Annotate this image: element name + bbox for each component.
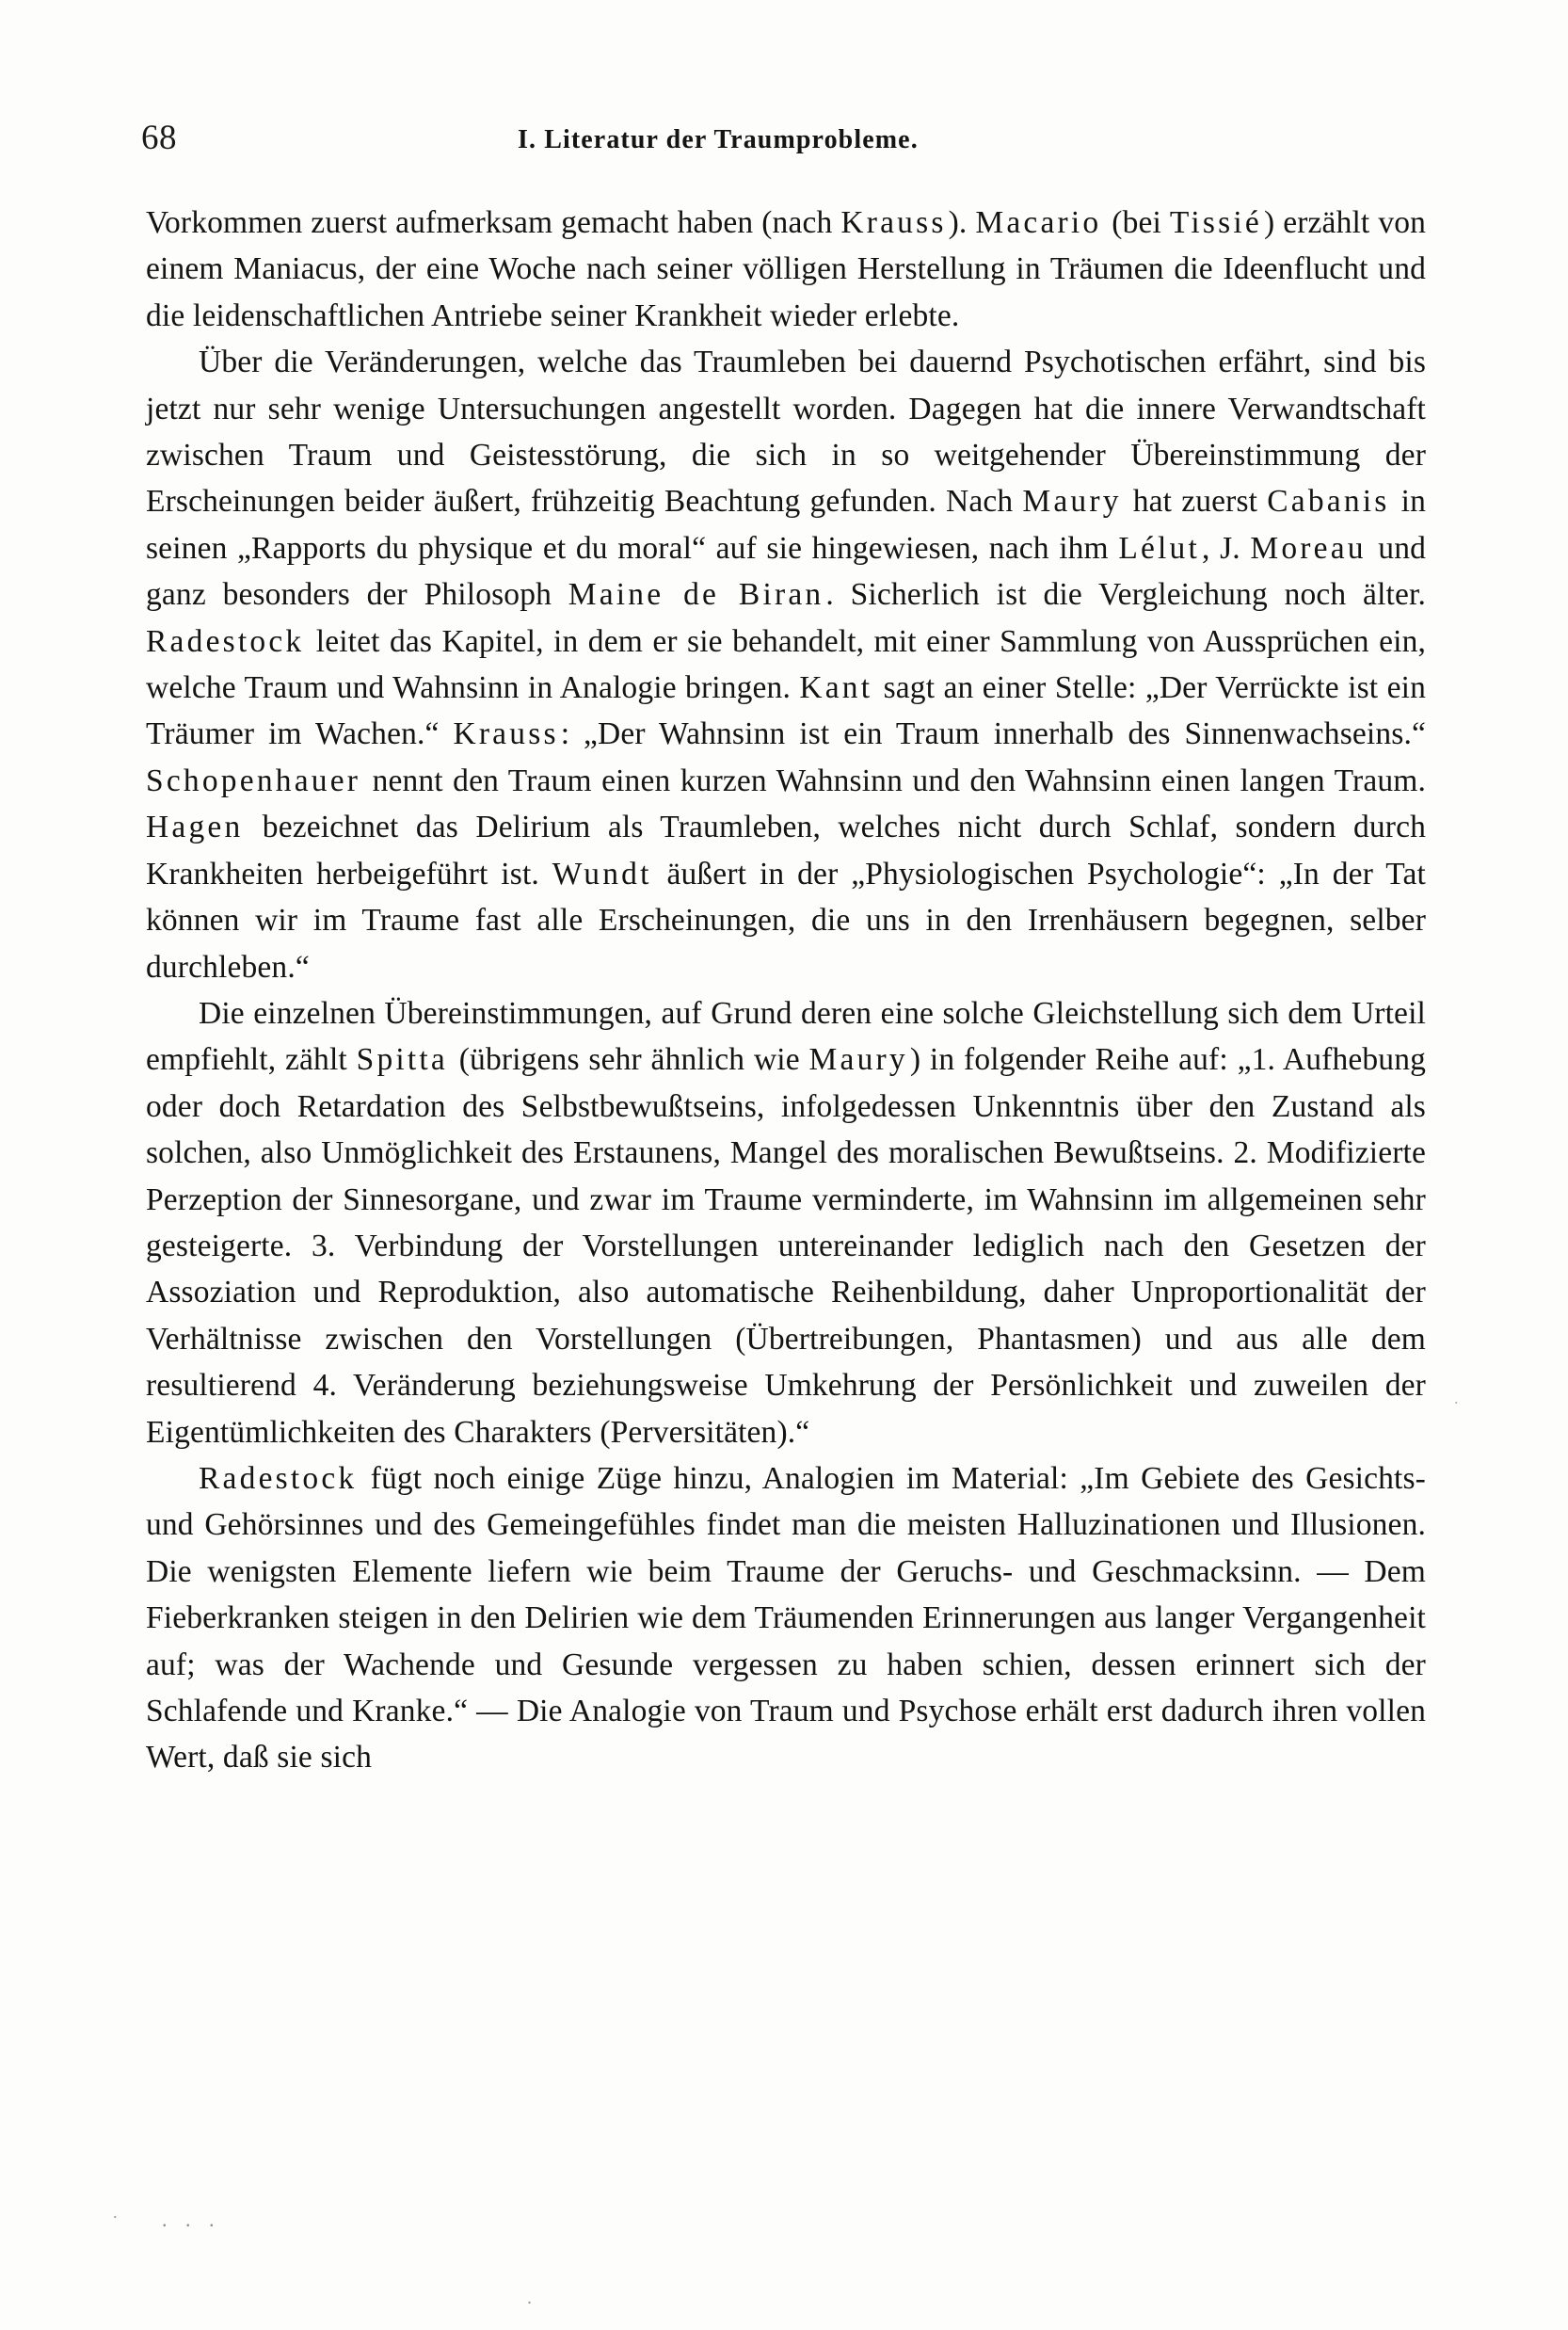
margin-dots-mark: . . . [162, 2208, 221, 2231]
paragraph: Radestock fügt noch einige Züge hinzu, Analogien im Material: „Im Gebiete des Gesichts- und Gehörsinnes und des Gemeingefühles findet man die meisten Halluzinationen und Illusionen. Die wenigsten Elemente liefern wie beim Traume der Geruchs- und Geschmacksinn. — Dem Fieberkranken steigen in den Delirien wie dem Träumenden Erinnerungen aus langer Vergangenheit auf; was der Wachende und Gesunde vergessen zu haben schien, dessen erinnert sich der Schlafende und Kranke.“ — Die Analogie von Traum und Psychose erhält erst dadurch ihren vollen Wert, daß sie sich [146, 1460, 1426, 1776]
body-text [146, 200, 1426, 1781]
margin-dot-mark: . [113, 2203, 118, 2222]
paragraph: Vorkommen zuerst aufmerksam gemacht haben (nach Krauss). Macario (bei Tissié) erzählt von einem Maniacus, der eine Woche nach seiner völligen Herstellung in Träumen die Ideenflucht und die leidenschaftlichen Antriebe seiner Krankheit wieder erlebte. [146, 205, 1427, 333]
bottom-dot-mark: . [527, 2288, 532, 2308]
paragraph: Über die Veränderungen, welche das Traumleben bei dauernd Psychotischen erfährt, sind bis jetzt nur sehr wenige Untersuchungen angestellt worden. Dagegen hat die innere Verwandtschaft zwischen Traum und Geistesstörung, die sich in so weitgehender Übereinstimmung der Erscheinungen beider äußert, frühzeitig Beachtung gefunden. Nach Maury hat zuerst Cabanis in seinen „Rapports du physique et du moral“ auf sie hingewiesen, nach ihm Lélut, J. Moreau und ganz besonders der Philosoph Maine de Biran. Sicherlich ist die Vergleichung noch älter. Radestock leitet das Kapitel, in dem er sie behandelt, mit einer Sammlung von Aussprüchen ein, welche Traum und Wahnsinn in Analogie bringen. Kant sagt an einer Stelle: „Der Verrückte ist ein Träumer im Wachen.“ Krauss: „Der Wahnsinn ist ein Traum innerhalb des Sinnenwachseins.“ Schopenhauer nennt den Traum einen kurzen Wahnsinn und den Wahnsinn einen langen Traum. Hagen bezeichnet das Delirium als Traumleben, welches nicht durch Schlaf, sondern durch Krankheiten herbeigeführt ist. Wundt äußert in der „Physiologischen Psychologie“: „In der Tat können wir im Traume fast alle Erscheinungen, die uns in den Irrenhäusern begegnen, selber durchleben.“ [146, 345, 1427, 985]
edge-dot-mark: . [1454, 1389, 1459, 1407]
running-head: I. Literatur der Traumprobleme. [518, 125, 919, 154]
page-number: 68 [141, 119, 177, 157]
page-header [141, 118, 1431, 159]
paragraph: Die einzelnen Übereinstimmungen, auf Grund deren eine solche Gleichstellung sich dem Urteil empfiehlt, zählt Spitta (übrigens sehr ähnlich wie Maury) in folgender Reihe auf: „1. Aufhebung oder doch Retardation des Selbstbewußtseins, infolgedessen Unkenntnis über den Zustand als solchen, also Unmöglichkeit des Erstaunens, Mangel des moralischen Bewußtseins. 2. Modifizierte Perzeption der Sinnesorgane, und zwar im Traume verminderte, im Wahnsinn im allgemeinen sehr gesteigerte. 3. Verbindung der Vorstellungen untereinander lediglich nach den Gesetzen der Assoziation und Reproduktion, also automatische Reihenbildung, daher Unproportionalität der Verhältnisse zwischen den Vorstellungen (Übertreibungen, Phantasmen) und aus alle dem resultierend 4. Veränderung beziehungsweise Umkehrung der Persönlichkeit und zuweilen der Eigentümlichkeiten des Charakters (Perversitäten).“ [146, 995, 1426, 1450]
